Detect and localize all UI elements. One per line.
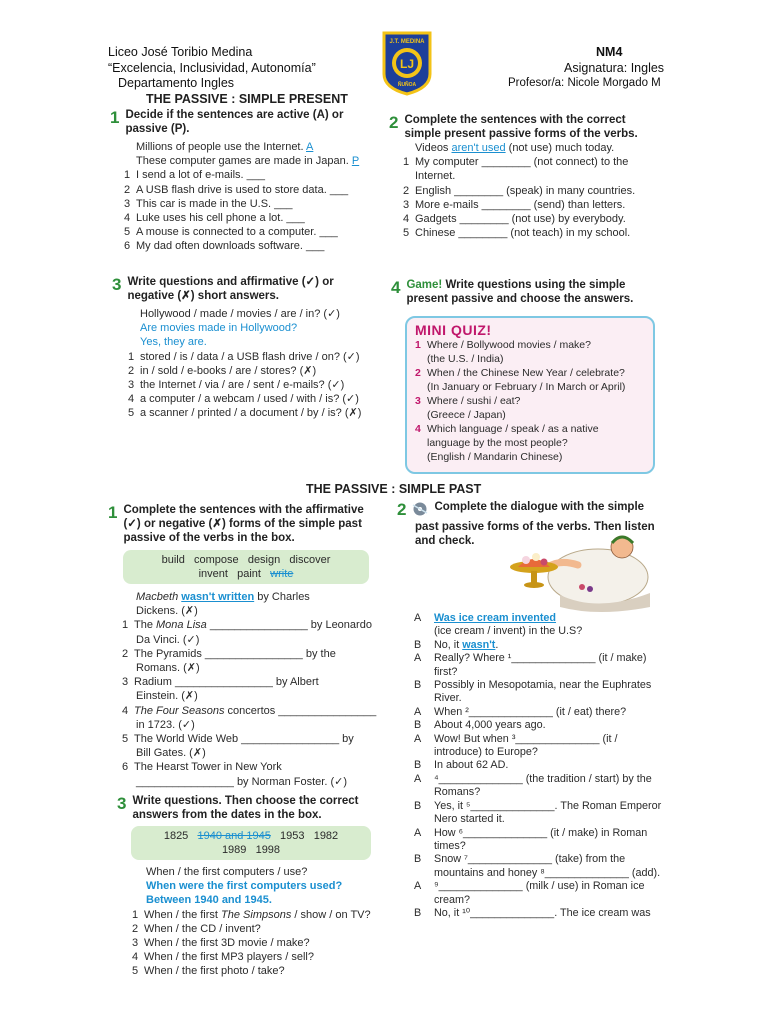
dialogue-line: A Wow! But when ³______________ (it / <box>414 732 618 745</box>
dialogue-line: A When ²______________ (it / eat) there? <box>414 705 627 718</box>
instruction: and check. <box>415 535 475 547</box>
svg-text:J.T. MEDINA: J.T. MEDINA <box>389 39 425 45</box>
dialogue-line: A Really? Where ¹______________ (it / make) <box>414 652 647 665</box>
verb-box-line: invent paint write <box>198 568 294 580</box>
list-item: 2 English ________ (speak) in many countries. <box>403 184 636 197</box>
example-answer: Between 1940 and 1945. <box>146 894 272 907</box>
svg-text:ÑUÑOA: ÑUÑOA <box>397 82 417 88</box>
list-item: 6 My dad often downloads software. ___ <box>124 240 325 253</box>
example-prompt: When / the first computers / use? <box>146 866 308 878</box>
example-answer: When were the first computers used? <box>146 880 343 893</box>
instruction: (✓) or negative (✗) forms of the simple past <box>123 518 362 530</box>
exercise-number: 3 <box>117 794 127 813</box>
instruction: simple present passive forms of the verbs. <box>404 128 638 140</box>
instruction: Decide if the sentences are active (A) or <box>125 109 344 121</box>
list-item: 5 The World Wide Web ________________ by <box>122 733 354 746</box>
list-item-cont: ________________ by Norman Foster. (✓) <box>136 775 348 788</box>
example-sentence: These computer games are made in Japan. <box>136 155 349 168</box>
dialogue-line: first? <box>434 665 458 678</box>
quiz-options: (the U.S. / India) <box>427 353 504 365</box>
exercise-number: 2 <box>389 113 399 132</box>
list-item: 5 When / the first photo / take? <box>132 965 285 978</box>
exercise-number: 4 <box>391 278 401 297</box>
dialogue-line: Nero started it. <box>434 813 505 826</box>
list-item: 3 Radium ________________ by Albert <box>122 676 319 689</box>
list-item: 2 When / the CD / invent? <box>132 922 261 935</box>
instruction: passive of the verbs in the box. <box>123 532 295 544</box>
quiz-question: 4 Which language / speak / as a native <box>415 423 599 435</box>
dialogue-line: B Possibly in Mesopotamia, near the Euphrates <box>414 679 652 692</box>
example-answer: P <box>351 155 360 168</box>
list-item-cont: in 1723. (✓) <box>136 718 195 731</box>
exercise-number: 3 <box>112 275 122 294</box>
verb-box <box>123 550 369 584</box>
school-name: Liceo José Toribio Medina <box>108 45 253 59</box>
dates-box <box>131 826 371 860</box>
list-item: Internet. <box>415 170 456 183</box>
dates-box-line: 1989 1998 <box>221 844 281 856</box>
instruction: Write questions. Then choose the correct <box>132 795 359 807</box>
exercise-1-present <box>110 108 380 254</box>
list-item: 5 Chinese ________ (not teach) in my school. <box>403 227 631 240</box>
dialogue-line: A ⁹______________ (milk / use) in Roman ice <box>414 880 645 893</box>
list-item: 3 This car is made in the U.S. ___ <box>124 197 293 210</box>
exercise-1-past-items <box>122 590 382 789</box>
quiz-options: (In January or February / In March or April) <box>427 381 626 393</box>
example-sentence-cont: Dickens. (✗) <box>136 605 198 618</box>
instruction: Write questions using the simple <box>445 279 626 291</box>
dialogue-line: cream? <box>434 893 471 906</box>
school-motto: “Excelencia, Inclusividad, Autonomía” <box>108 61 316 75</box>
list-item: 1 The Mona Lisa ________________ by Leonardo <box>122 619 372 632</box>
dialogue-line: A How ⁶______________ (it / make) in Roman <box>414 826 648 839</box>
subject-label: Asignatura: Ingles <box>564 61 665 75</box>
list-item: 3 the Internet / via / are / sent / e-mails? (✓) <box>128 379 345 392</box>
game-label: Game! <box>406 279 443 291</box>
instruction: answers from the dates in the box. <box>132 809 322 821</box>
department: Departamento Ingles <box>118 76 235 90</box>
dialogue-line: mountains and honey ⁸______________ (add). <box>434 866 661 879</box>
list-item: 4 The Four Seasons concertos ________________ <box>122 704 377 717</box>
exercise-3-past-items <box>132 865 392 979</box>
instruction: passive (P). <box>125 123 190 135</box>
exercise-1-past <box>108 503 383 545</box>
dialogue-line: B In about 62 AD. <box>414 759 509 772</box>
instruction: past passive forms of the verbs. Then listen <box>415 521 655 533</box>
dialogue-line: times? <box>434 839 466 852</box>
instruction: Complete the sentences with the correct <box>404 114 626 126</box>
exercise-4-game <box>391 278 666 306</box>
mini-quiz-title: MINI QUIZ! <box>415 322 492 338</box>
example-sentence: Millions of people use the Internet. <box>136 141 304 153</box>
quiz-question: 1 Where / Bollywood movies / make? <box>415 339 591 351</box>
past-title: THE PASSIVE : SIMPLE PAST <box>306 482 482 496</box>
dialogue-line: Romans? <box>434 786 481 799</box>
quiz-question: 2 When / the Chinese New Year / celebrate? <box>415 367 625 379</box>
exercise-3-present <box>112 275 387 421</box>
dialogue-line: introduce) to Europe? <box>434 746 538 759</box>
instruction: Write questions and affirmative (✓) or <box>127 276 334 288</box>
dialogue-line: A Was ice cream invented <box>414 612 557 624</box>
present-title: THE PASSIVE : SIMPLE PRESENT <box>146 92 348 106</box>
mini-quiz-box <box>405 316 655 474</box>
list-item: 5 A mouse is connected to a computer. ___ <box>124 226 338 239</box>
list-item: 2 in / sold / e-books / are / stores? (✗) <box>128 364 317 377</box>
list-item: 1 When / the first The Simpsons / show / on TV? <box>132 908 371 921</box>
dialogue-line: B No, it wasn't. <box>414 638 499 651</box>
dates-box-line: 1825 1940 and 1945 1953 1982 <box>163 830 339 842</box>
school-logo <box>381 30 433 96</box>
level-label: NM4 <box>596 45 623 59</box>
list-item: 6 The Hearst Tower in New York <box>122 761 282 774</box>
dialogue-line: (ice cream / invent) in the U.S? <box>434 625 583 638</box>
audio-icon[interactable] <box>411 502 429 516</box>
quiz-question-cont: language by the most people? <box>427 437 568 449</box>
example-sentence: Videos aren't used (not use) much today. <box>415 142 615 154</box>
exercise-number: 1 <box>108 503 118 522</box>
instruction: Complete the sentences with the affirmative <box>123 504 364 516</box>
list-item: 3 When / the first 3D movie / make? <box>132 937 310 950</box>
list-item: 4 Gadgets ________ (not use) by everybody. <box>403 213 626 226</box>
list-item-cont: Einstein. (✗) <box>136 690 198 703</box>
quiz-options: (Greece / Japan) <box>427 409 506 421</box>
list-item: 4 Luke uses his cell phone a lot. ___ <box>124 212 305 225</box>
instruction: Complete the dialogue with the simple <box>434 501 645 513</box>
dialogue-line: B About 4,000 years ago. <box>414 719 546 732</box>
quiz-question: 3 Where / sushi / eat? <box>415 395 521 407</box>
exercise-2-present <box>389 113 659 240</box>
list-item: 1 My computer ________ (not connect) to the <box>403 156 629 169</box>
dialogue <box>414 612 674 920</box>
example-answer: A <box>306 141 314 153</box>
dialogue-line: A ⁴______________ (the tradition / start) by the <box>414 772 652 785</box>
list-item: 1 I send a lot of e-mails. ___ <box>124 169 266 182</box>
list-item: 4 When / the first MP3 players / sell? <box>132 951 314 964</box>
quiz-options: (English / Mandarin Chinese) <box>427 451 563 463</box>
dialogue-line: River. <box>434 692 462 705</box>
instruction: negative (✗) short answers. <box>127 290 279 302</box>
list-item: 2 The Pyramids ________________ by the <box>122 647 336 660</box>
exercise-3-past <box>117 794 387 822</box>
roman-ice-cream-illustration <box>500 533 660 615</box>
list-item: 5 a scanner / printed / a document / by / is? (✗) <box>128 407 362 420</box>
example-answer: Are movies made in Hollywood? <box>140 322 298 335</box>
list-item: 3 More e-mails ________ (send) than letters. <box>403 198 626 211</box>
teacher-label: Profesor/a: Nicole Morgado M <box>508 77 661 89</box>
list-item-cont: Da Vinci. (✓) <box>136 633 200 646</box>
verb-box-line: build compose design discover <box>161 554 331 566</box>
example-prompt: Hollywood / made / movies / are / in? (✓) <box>140 308 340 320</box>
svg-text:LJ: LJ <box>399 57 415 71</box>
dialogue-line: B Snow ⁷______________ (take) from the <box>414 853 626 866</box>
exercise-number: 2 <box>397 500 407 519</box>
dialogue-line: B Yes, it ⁵______________. The Roman Emperor <box>414 799 662 812</box>
list-item: 1 stored / is / data / a USB flash drive / on? (✓) <box>128 350 360 363</box>
list-item-cont: Bill Gates. (✗) <box>136 747 206 760</box>
example-sentence: Macbeth wasn't written by Charles <box>136 591 310 603</box>
list-item: 2 A USB flash drive is used to store data. ___ <box>124 183 349 196</box>
example-answer: Yes, they are. <box>140 336 207 349</box>
instruction: present passive and choose the answers. <box>406 293 634 305</box>
list-item-cont: Romans. (✗) <box>136 662 200 675</box>
exercise-number: 1 <box>110 108 120 127</box>
list-item: 4 a computer / a webcam / used / with / is? (✓) <box>128 393 359 406</box>
dialogue-line: B No, it ¹⁰______________. The ice cream was <box>414 906 651 919</box>
